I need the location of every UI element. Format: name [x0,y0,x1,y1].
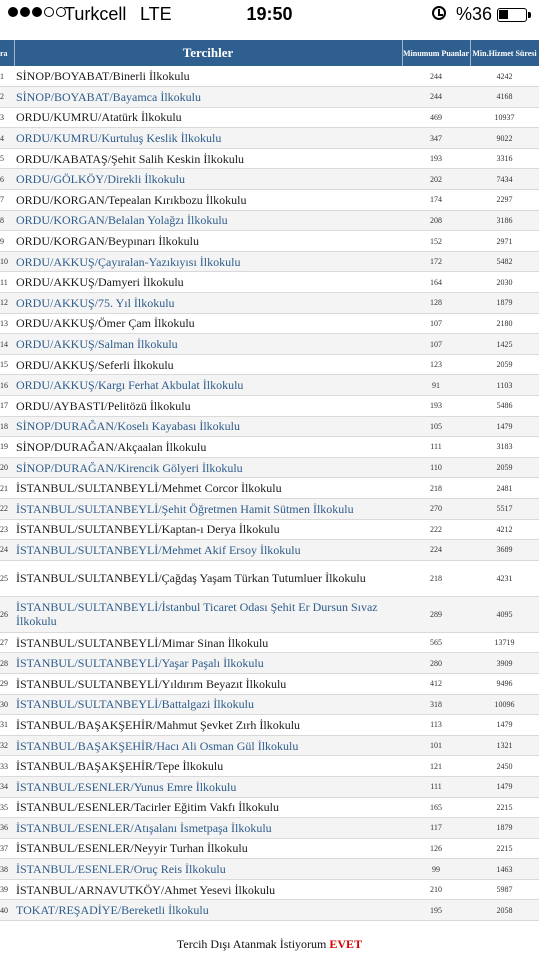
table-row [0,375,539,396]
min-points: 99 [402,859,470,880]
row-number: 38 [0,859,14,880]
row-number: 18 [0,416,14,437]
row-number: 20 [0,457,14,478]
table-row [0,437,539,458]
table-row [0,859,539,880]
carrier-name: Turkcell [64,4,127,24]
school-name: SİNOP/DURAĞAN/Akçaalan İlkokulu [14,437,402,458]
table-row [0,66,539,87]
school-name[interactable]: TOKAT/REŞADİYE/Bereketli İlkokulu [14,900,402,921]
min-service: 3689 [470,540,539,561]
footer-answer[interactable]: EVET [329,937,363,951]
min-points: 289 [402,596,470,632]
min-points: 111 [402,437,470,458]
row-number: 4 [0,128,14,149]
row-number: 2 [0,87,14,108]
table-row [0,715,539,736]
min-points: 210 [402,879,470,900]
school-name: İSTANBUL/BAŞAKŞEHİR/Tepe İlkokulu [14,756,402,777]
min-points: 107 [402,334,470,355]
min-service: 4168 [470,87,539,108]
table-row [0,87,539,108]
min-service: 1321 [470,735,539,756]
school-name[interactable]: ORDU/GÖLKÖY/Direkli İlkokulu [14,169,402,190]
table-row [0,776,539,797]
min-points: 193 [402,396,470,417]
school-name: ORDU/AYBASTI/Pelitözü İlkokulu [14,396,402,417]
min-points: 91 [402,375,470,396]
table-row [0,838,539,859]
min-service: 2481 [470,478,539,499]
table-row [0,498,539,519]
school-name[interactable]: SİNOP/BOYABAT/Bayamca İlkokulu [14,87,402,108]
row-number: 16 [0,375,14,396]
table-row [0,293,539,314]
school-name: İSTANBUL/SULTANBEYLİ/Yıldırım Beyazıt İlkokulu [14,673,402,694]
row-number: 13 [0,313,14,334]
table-row [0,797,539,818]
row-number: 17 [0,396,14,417]
min-service: 2215 [470,797,539,818]
min-points: 208 [402,210,470,231]
row-number: 1 [0,66,14,87]
footer-preference [0,937,539,952]
school-name[interactable]: SİNOP/DURAĞAN/Kirencik Gölyeri İlkokulu [14,457,402,478]
row-number: 24 [0,540,14,561]
school-name[interactable]: İSTANBUL/SULTANBEYLİ/Şehit Öğretmen Hamit Sütmen İlkokulu [14,498,402,519]
min-service: 7434 [470,169,539,190]
row-number: 3 [0,107,14,128]
min-points: 128 [402,293,470,314]
min-points: 111 [402,776,470,797]
table-row [0,210,539,231]
min-service: 2180 [470,313,539,334]
row-number: 31 [0,715,14,736]
table-row [0,519,539,540]
min-points: 469 [402,107,470,128]
table-row [0,169,539,190]
min-points: 110 [402,457,470,478]
min-service: 4212 [470,519,539,540]
row-number: 37 [0,838,14,859]
min-points: 165 [402,797,470,818]
min-points: 565 [402,632,470,653]
min-service: 5987 [470,879,539,900]
column-header-min-service: Min.Hizmet Süresi [470,40,539,66]
min-service: 1879 [470,293,539,314]
min-points: 107 [402,313,470,334]
school-name[interactable]: ORDU/AKKUŞ/Kargı Ferhat Akbulat İlkokulu [14,375,402,396]
row-number: 40 [0,900,14,921]
min-points: 123 [402,354,470,375]
min-points: 347 [402,128,470,149]
school-name: İSTANBUL/SULTANBEYLİ/Mehmet Corcor İlkokulu [14,478,402,499]
min-service: 10937 [470,107,539,128]
min-points: 218 [402,560,470,596]
row-number: 29 [0,673,14,694]
row-number: 10 [0,251,14,272]
table-row [0,596,539,632]
battery-fill [499,10,508,19]
table-header [0,40,539,66]
min-points: 172 [402,251,470,272]
min-service: 1879 [470,818,539,839]
school-name[interactable]: ORDU/KORGAN/Belalan Yolağzı İlkokulu [14,210,402,231]
table-row [0,632,539,653]
row-number: 8 [0,210,14,231]
min-service: 5482 [470,251,539,272]
table-row [0,735,539,756]
row-number: 11 [0,272,14,293]
min-points: 244 [402,66,470,87]
school-name: ORDU/AKKUŞ/Ömer Çam İlkokulu [14,313,402,334]
row-number: 15 [0,354,14,375]
min-service: 3909 [470,653,539,674]
table-row [0,818,539,839]
min-points: 113 [402,715,470,736]
min-service: 1103 [470,375,539,396]
school-name: İSTANBUL/ESENLER/Tacirler Eğitim Vakfı İlkokulu [14,797,402,818]
school-name: ORDU/KUMRU/Atatürk İlkokulu [14,107,402,128]
row-number: 23 [0,519,14,540]
min-points: 121 [402,756,470,777]
min-service: 4231 [470,560,539,596]
row-number: 34 [0,776,14,797]
min-points: 105 [402,416,470,437]
min-points: 152 [402,231,470,252]
school-name[interactable]: İSTANBUL/SULTANBEYLİ/İstanbul Ticaret Odası Şehit Er Dursun Sıvaz İlkokulu [14,596,402,632]
table-row [0,478,539,499]
table-row [0,673,539,694]
min-service: 2059 [470,354,539,375]
row-number: 32 [0,735,14,756]
min-service: 1463 [470,859,539,880]
row-number: 35 [0,797,14,818]
table-row [0,416,539,437]
school-name: ORDU/KORGAN/Beypınarı İlkokulu [14,231,402,252]
school-name[interactable]: İSTANBUL/SULTANBEYLİ/Battalgazi İlkokulu [14,694,402,715]
min-points: 318 [402,694,470,715]
min-points: 193 [402,148,470,169]
school-name: İSTANBUL/SULTANBEYLİ/Kaptan-ı Derya İlkokulu [14,519,402,540]
battery-percent: %36 [456,4,493,24]
row-number: 39 [0,879,14,900]
min-service: 2450 [470,756,539,777]
row-number: 25 [0,560,14,596]
school-name: İSTANBUL/ARNAVUTKÖY/Ahmet Yesevi İlkokulu [14,879,402,900]
column-header-preferences: Tercihler [14,40,402,66]
network-type: LTE [140,4,172,24]
row-number: 5 [0,148,14,169]
row-number: 22 [0,498,14,519]
table-row [0,900,539,921]
row-number: 19 [0,437,14,458]
min-service: 1479 [470,715,539,736]
school-name: İSTANBUL/BAŞAKŞEHİR/Mahmut Şevket Zırh İlkokulu [14,715,402,736]
alarm-icon [432,6,446,20]
table-body [0,66,539,921]
row-number: 7 [0,190,14,211]
status-bar [0,0,539,30]
min-service: 1479 [470,776,539,797]
min-points: 174 [402,190,470,211]
min-points: 412 [402,673,470,694]
school-name[interactable]: ORDU/KUMRU/Kurtuluş Keslik İlkokulu [14,128,402,149]
school-name[interactable]: ORDU/AKKUŞ/75. Yıl İlkokulu [14,293,402,314]
min-points: 164 [402,272,470,293]
min-service: 4095 [470,596,539,632]
school-name[interactable]: İSTANBUL/SULTANBEYLİ/Yaşar Paşalı İlkokulu [14,653,402,674]
min-points: 280 [402,653,470,674]
min-points: 195 [402,900,470,921]
column-header-min-points: Minumum Puanlar [402,40,470,66]
min-service: 4242 [470,66,539,87]
min-service: 1425 [470,334,539,355]
school-name: ORDU/KORGAN/Tepealan Kırıkbozu İlkokulu [14,190,402,211]
min-service: 2297 [470,190,539,211]
row-number: 14 [0,334,14,355]
min-service: 2971 [470,231,539,252]
school-name: SİNOP/BOYABAT/Binerli İlkokulu [14,66,402,87]
clock: 19:50 [246,4,293,24]
min-service: 3183 [470,437,539,458]
table-row [0,879,539,900]
table-row [0,128,539,149]
school-name[interactable]: İSTANBUL/SULTANBEYLİ/Mehmet Akif Ersoy İlkokulu [14,540,402,561]
min-points: 218 [402,478,470,499]
school-name[interactable]: İSTANBUL/ESENLER/Yunus Emre İlkokulu [14,776,402,797]
row-number: 9 [0,231,14,252]
table-row [0,313,539,334]
footer-text: Tercih Dışı Atanmak İstiyorum [176,937,327,951]
row-number: 30 [0,694,14,715]
min-service: 2215 [470,838,539,859]
min-points: 117 [402,818,470,839]
table-row [0,107,539,128]
min-service: 13719 [470,632,539,653]
min-points: 202 [402,169,470,190]
row-number: 28 [0,653,14,674]
school-name: ORDU/AKKUŞ/Damyeri İlkokulu [14,272,402,293]
min-service: 9022 [470,128,539,149]
school-name[interactable]: ORDU/AKKUŞ/Salman İlkokulu [14,334,402,355]
row-number: 36 [0,818,14,839]
table-row [0,148,539,169]
table-row [0,653,539,674]
table-row [0,756,539,777]
row-number: 12 [0,293,14,314]
min-service: 2059 [470,457,539,478]
row-number: 26 [0,596,14,632]
row-number: 21 [0,478,14,499]
preferences-table [0,40,539,921]
table-row [0,334,539,355]
min-points: 101 [402,735,470,756]
table-row [0,396,539,417]
table-row [0,272,539,293]
table-row [0,251,539,272]
min-points: 270 [402,498,470,519]
school-name[interactable]: SİNOP/DURAĞAN/Koselı Kayabası İlkokulu [14,416,402,437]
min-service: 2058 [470,900,539,921]
table-row [0,457,539,478]
school-name: İSTANBUL/ESENLER/Neyyir Turhan İlkokulu [14,838,402,859]
battery-icon [497,8,527,22]
row-number: 27 [0,632,14,653]
school-name[interactable]: İSTANBUL/ESENLER/Oruç Reis İlkokulu [14,859,402,880]
school-name: ORDU/AKKUŞ/Seferli İlkokulu [14,354,402,375]
column-header-no: ra [0,40,14,66]
preferences-table-container [0,40,539,921]
min-points: 224 [402,540,470,561]
min-service: 5486 [470,396,539,417]
school-name[interactable]: İSTANBUL/BAŞAKŞEHİR/Hacı Ali Osman Gül İlkokulu [14,735,402,756]
min-points: 244 [402,87,470,108]
min-service: 9496 [470,673,539,694]
table-row [0,694,539,715]
table-row [0,560,539,596]
table-row [0,231,539,252]
school-name: ORDU/KABATAŞ/Şehit Salih Keskin İlkokulu [14,148,402,169]
row-number: 6 [0,169,14,190]
table-row [0,540,539,561]
min-service: 3186 [470,210,539,231]
min-points: 126 [402,838,470,859]
school-name: İSTANBUL/SULTANBEYLİ/Mimar Sinan İlkokulu [14,632,402,653]
school-name[interactable]: İSTANBUL/ESENLER/Atışalanı İsmetpaşa İlkokulu [14,818,402,839]
min-points: 222 [402,519,470,540]
min-service: 3316 [470,148,539,169]
school-name: İSTANBUL/SULTANBEYLİ/Çağdaş Yaşam Türkan Tutumluer İlkokulu [14,560,402,596]
table-row [0,190,539,211]
table-row [0,354,539,375]
row-number: 33 [0,756,14,777]
min-service: 2030 [470,272,539,293]
min-service: 5517 [470,498,539,519]
min-service: 10096 [470,694,539,715]
school-name[interactable]: ORDU/AKKUŞ/Çayıralan-Yazıkıyısı İlkokulu [14,251,402,272]
min-service: 1479 [470,416,539,437]
